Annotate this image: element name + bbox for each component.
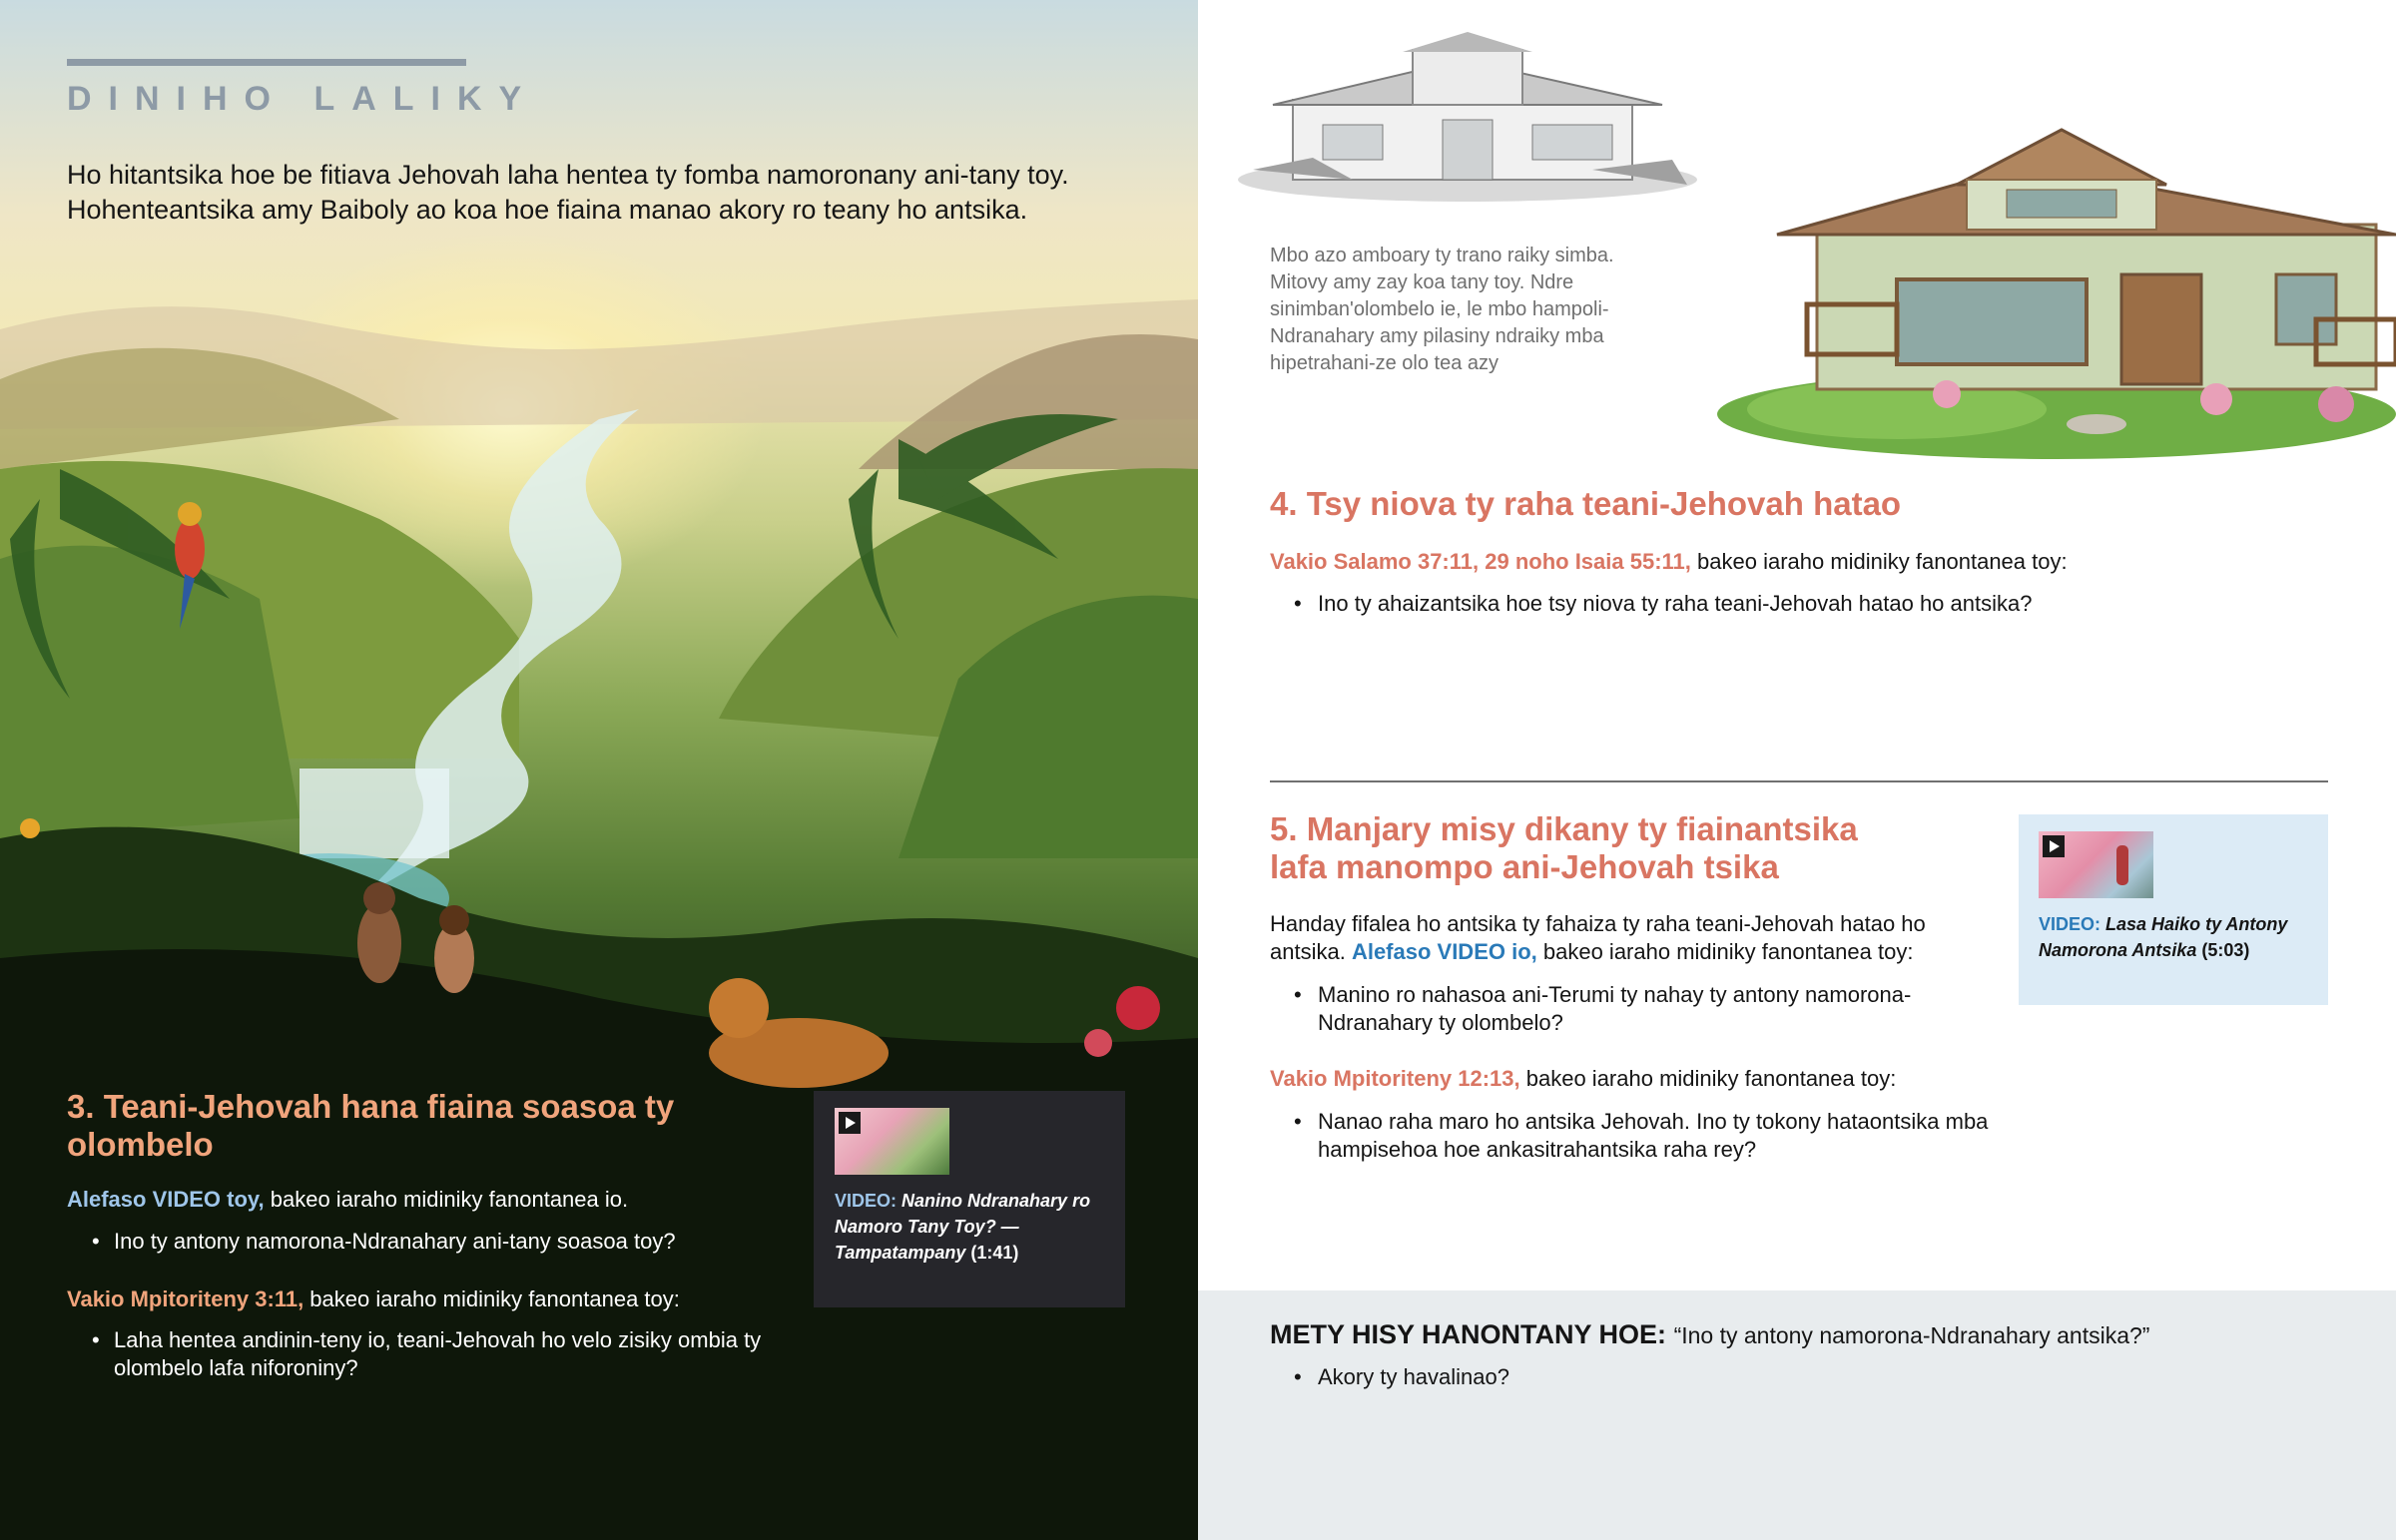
bullet-icon: • bbox=[1294, 982, 1302, 1007]
video-caption: VIDEO: Nanino Ndranahary ro Namoro Tany Toy? —Tampatampany (1:41) bbox=[835, 1191, 1091, 1263]
bullet-icon: • bbox=[1294, 1364, 1302, 1389]
video-caption: VIDEO: Lasa Haiko ty Antony Namorona Antsika (5:03) bbox=[2039, 914, 2288, 960]
person-figure bbox=[2116, 845, 2128, 885]
section5-instruction-2: Vakio Mpitoriteny 12:13, bakeo iaraho midiniky fanontanea toy: bbox=[1270, 1066, 1897, 1091]
video-link[interactable]: Alefaso VIDEO toy, bbox=[67, 1187, 265, 1212]
section5-paragraph: Handay fifalea ho antsika ty fahaiza ty raha teani-Jehovah hatao ho antsika. Alefaso VIDEO io, bakeo iaraho midiniky fanontanea toy: bbox=[1270, 911, 1926, 964]
bullet-icon: • bbox=[92, 1327, 100, 1352]
bullet-icon: • bbox=[1294, 1109, 1302, 1134]
scripture-link[interactable]: Vakio Mpitoriteny 3:11, bbox=[67, 1286, 304, 1311]
video-link[interactable]: Alefaso VIDEO io, bbox=[1351, 939, 1537, 964]
section3-bullet-1: • Ino ty antony namorona-Ndranahary ani-tany soasoa toy? bbox=[92, 1229, 676, 1254]
bullet-icon: • bbox=[1294, 591, 1302, 616]
section3-instruction-2: Vakio Mpitoriteny 3:11, bakeo iaraho midiniky fanontanea toy: bbox=[67, 1286, 680, 1311]
video-duration: (5:03) bbox=[2201, 940, 2250, 960]
section5-bullet-1: • Manino ro nahasoa ani-Terumi ty nahay ty antony namorona-Ndranahary ty olombelo? bbox=[1294, 982, 1912, 1035]
section3-bullet-2: • Laha hentea andinin-teny io, teani-Jehovah ho velo zisiky ombia ty olombelo lafa niforoniny? bbox=[92, 1327, 762, 1380]
section3-instruction-1: Alefaso VIDEO toy, bakeo iaraho midiniky fanontanea io. bbox=[67, 1187, 629, 1212]
section4-bullet: • Ino ty ahaizantsika hoe tsy niova ty raha teani-Jehovah hatao ho antsika? bbox=[1294, 591, 2033, 616]
house-caption: Mbo azo amboary ty trano raiky simba. Mitovy amy zay koa tany toy. Ndre sinimban'olombelo ie, le mbo hampoli-Ndranahary amy pilasiny ndraiky mba hipetrahani-ze olo tea azy bbox=[1270, 245, 1614, 374]
section5-bullet-2: • Nanao raha maro ho antsika Jehovah. Ino ty tokony hataontsika mba hampisehoa hoe ankasitrahantsika raha rey? bbox=[1294, 1109, 1989, 1162]
broken-house-illustration bbox=[1233, 30, 1702, 210]
intro-paragraph: Ho hitantsika hoe be fitiava Jehovah laha hentea ty fomba namoronany ani-tany toy. Hohenteantsika amy Baiboly ao koa hoe fiaina manao akory ro teany ho antsika. bbox=[67, 160, 1069, 225]
video-thumbnail[interactable] bbox=[2039, 831, 2153, 898]
footer-question bbox=[1270, 1315, 2149, 1354]
scripture-link[interactable]: Vakio Salamo 37:11, 29 noho Isaia 55:11, bbox=[1270, 549, 1691, 574]
section4-heading: 4. Tsy niova ty raha teani-Jehovah hatao bbox=[1270, 485, 1902, 522]
section4-instruction: Vakio Salamo 37:11, 29 noho Isaia 55:11, bakeo iaraho midiniky fanontanea toy: bbox=[1270, 549, 2068, 574]
footer-bullet: • Akory ty havalinao? bbox=[1294, 1364, 1509, 1389]
video-thumbnail[interactable] bbox=[835, 1108, 949, 1175]
section-label: DINIHO LALIKY bbox=[67, 80, 539, 118]
video-card-section3[interactable] bbox=[814, 1091, 1125, 1307]
video-title: Lasa Haiko ty Antony Namorona Antsika bbox=[2039, 914, 2288, 960]
restored-house-illustration bbox=[1697, 125, 2396, 464]
play-icon bbox=[2043, 835, 2065, 857]
section-label-rule bbox=[67, 59, 466, 66]
section3-heading: 3. Teani-Jehovah hana fiaina soasoa ty olombelo bbox=[67, 1088, 675, 1163]
bullet-icon: • bbox=[92, 1229, 100, 1254]
section5-heading: 5. Manjary misy dikany ty fiainantsika lafa manompo ani-Jehovah tsika bbox=[1270, 810, 1858, 885]
video-title: Nanino Ndranahary ro Namoro Tany Toy? —Tampatampany bbox=[835, 1191, 1091, 1263]
scripture-link[interactable]: Vakio Mpitoriteny 12:13, bbox=[1270, 1066, 1520, 1091]
video-duration: (1:41) bbox=[970, 1243, 1019, 1263]
footer-question-text: “Ino ty antony namorona-Ndranahary antsika?” bbox=[1673, 1322, 2150, 1348]
section-divider bbox=[1270, 780, 2328, 782]
video-card-section5[interactable] bbox=[2019, 814, 2328, 1005]
footer-title: METY HISY HANONTANY HOE: bbox=[1270, 1319, 1667, 1349]
play-icon bbox=[839, 1112, 861, 1134]
